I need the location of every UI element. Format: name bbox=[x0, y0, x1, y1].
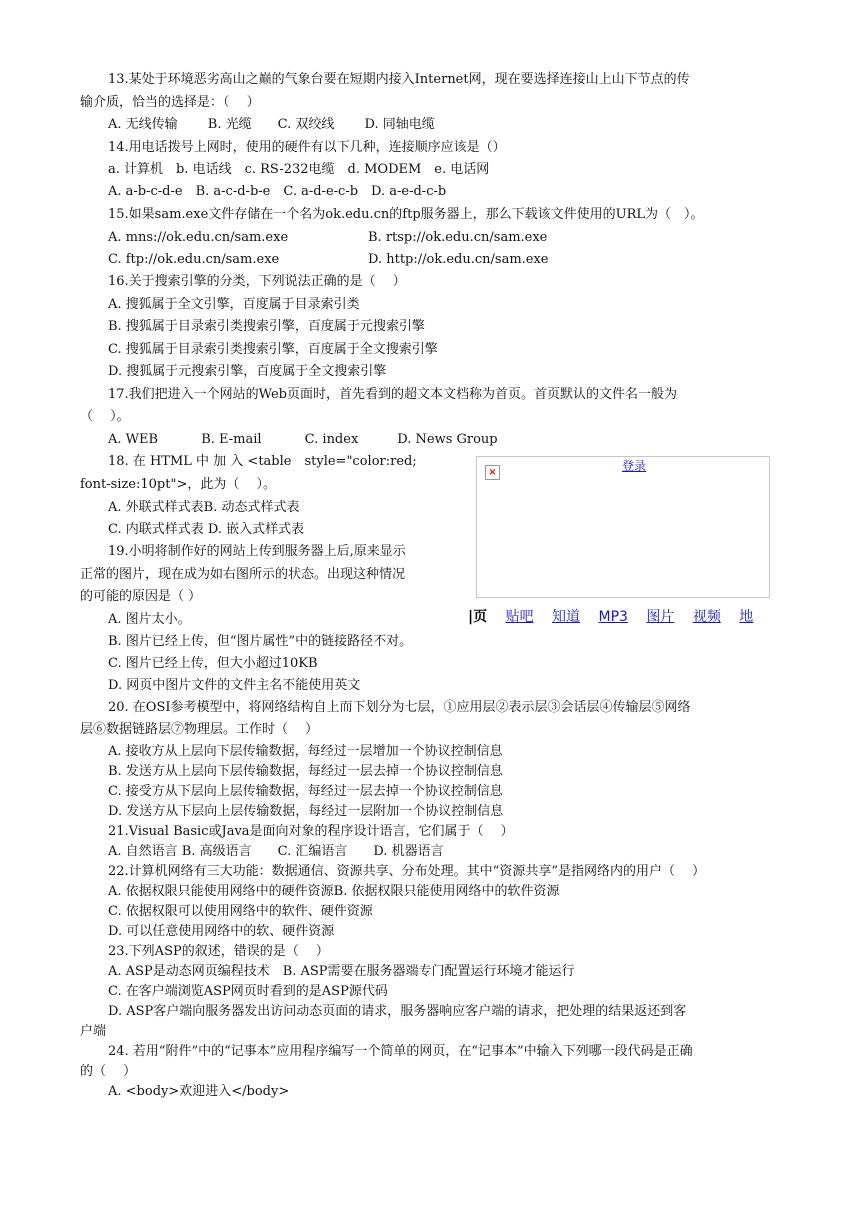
q23-option-d: D. ASP客户端向服务器发出访问动态页面的请求，服务器响应客户端的请求，把处理的结果返还到客 bbox=[108, 1004, 687, 1019]
nav-item-images[interactable]: 图片 bbox=[646, 609, 675, 625]
q14-options: A. a-b-c-d-e B. a-c-d-b-e C. a-d-e-c-b D. a-e-d-c-b bbox=[108, 184, 447, 199]
q13-line-1: 13.某处于环境恶劣高山之巅的气象台要在短期内接入Internet网，现在要选择连接山上山下节点的传 bbox=[108, 72, 690, 87]
q20-option-b: B. 发送方从上层向下层传输数据，每经过一层去掉一个协议控制信息 bbox=[108, 764, 503, 779]
nav-item-tieba[interactable]: 贴吧 bbox=[505, 609, 534, 625]
q16-option-d: D. 搜狐属于元搜索引擎，百度属于全文搜索引擎 bbox=[108, 364, 387, 379]
q18-line-2: font-size:10pt">，此为（ ）。 bbox=[80, 477, 276, 492]
q19-line-1: 19.小明将制作好的网站上传到服务器上后,原来显示 bbox=[108, 544, 406, 559]
q15-line-1: 15.如果sam.exe文件存储在一个名为ok.edu.cn的ftp服务器上，那么下载该文件使用的URL为（ ）。 bbox=[108, 207, 704, 222]
q17-line-2: （ ）。 bbox=[80, 409, 130, 424]
q23-option-c: C. 在客户端浏览ASP网页时看到的是ASP源代码 bbox=[108, 984, 388, 999]
q22-option-ab: A. 依据权限只能使用网络中的硬件资源B. 依据权限只能使用网络中的软件资源 bbox=[108, 884, 560, 899]
q20-option-c: C. 接受方从下层向上层传输数据，每经过一层去掉一个协议控制信息 bbox=[108, 784, 503, 799]
q19-option-a: A. 图片太小。 bbox=[108, 612, 191, 627]
login-link[interactable]: 登录 bbox=[622, 459, 647, 473]
q18-option-ab: A. 外联式样式表B. 动态式样式表 bbox=[108, 500, 300, 515]
q17-options: A. WEB B. E-mail C. index D. News Group bbox=[108, 432, 498, 447]
q19-option-b: B. 图片已经上传，但“图片属性”中的链接路径不对。 bbox=[108, 634, 413, 649]
q22-option-c: C. 依据权限可以使用网络中的软件、硬件资源 bbox=[108, 904, 373, 919]
q20-line-1: 20. 在OSI参考模型中，将网络结构自上而下划分为七层，①应用层②表示层③会话层④传输层⑤网络 bbox=[108, 700, 691, 715]
broken-image-icon: × bbox=[485, 465, 500, 480]
q15-option-c: C. ftp://ok.edu.cn/sam.exe bbox=[108, 252, 280, 267]
q23-option-d-cont: 户端 bbox=[80, 1024, 107, 1039]
q20-option-d: D. 发送方从下层向上层传输数据，每经过一层附加一个协议控制信息 bbox=[108, 804, 504, 819]
q18-line-1: 18. 在 HTML 中 加 入 <table style="color:red; bbox=[108, 454, 417, 469]
q23-line-1: 23.下列ASP的叙述，错误的是（ ） bbox=[108, 944, 329, 959]
q16-line-1: 16.关于搜索引擎的分类，下列说法正确的是（ ） bbox=[108, 274, 406, 289]
q21-options: A. 自然语言 B. 高级语言 C. 汇编语言 D. 机器语言 bbox=[108, 844, 444, 859]
nav-item-mp3[interactable]: MP3 bbox=[598, 609, 628, 625]
q19-line-3: 的可能的原因是（ ） bbox=[80, 589, 202, 604]
q16-option-c: C. 搜狐属于目录索引类搜索引擎，百度属于全文搜索引擎 bbox=[108, 342, 438, 357]
q15-option-b: B. rtsp://ok.edu.cn/sam.exe bbox=[368, 230, 548, 245]
q14-line-2: a. 计算机 b. 电话线 c. RS-232电缆 d. MODEM e. 电话网 bbox=[108, 162, 490, 177]
broken-image-figure bbox=[476, 456, 770, 598]
q19-line-2: 正常的图片，现在成为如右图所示的状态。出现这种情况 bbox=[80, 567, 406, 582]
q17-line-1: 17.我们把进入一个网站的Web页面时，首先看到的超文本文档称为首页。首页默认的文件名一般为 bbox=[108, 387, 677, 402]
q20-option-a: A. 接收方从上层向下层传输数据，每经过一层增加一个协议控制信息 bbox=[108, 744, 503, 759]
nav-item-zhidao[interactable]: 知道 bbox=[552, 609, 581, 625]
q24-line-1: 24. 若用“附件”中的“记事本”应用程序编写一个简单的网页，在“记事本”中输入下列哪一段代码是正确 bbox=[108, 1044, 693, 1059]
q22-option-d: D. 可以任意使用网络中的软、硬件资源 bbox=[108, 924, 335, 939]
q24-option-a: A. <body>欢迎进入</body> bbox=[108, 1084, 290, 1099]
q22-line-1: 22.计算机网络有三大功能：数据通信、资源共享、分布处理。其中“资源共享”是指网络内的用户（ ） bbox=[108, 864, 706, 879]
q18-option-cd: C. 内联式样式表 D. 嵌入式样式表 bbox=[108, 522, 305, 537]
q19-option-d: D. 网页中图片文件的文件主名不能使用英文 bbox=[108, 678, 361, 693]
q14-line-1: 14.用电话拨号上网时，使用的硬件有以下几种，连接顺序应该是（） bbox=[108, 140, 506, 155]
q21-line-1: 21.Visual Basic或Java是面向对象的程序设计语言，它们属于（ ） bbox=[108, 824, 514, 839]
q19-option-c: C. 图片已经上传，但大小超过10KB bbox=[108, 656, 318, 671]
q15-option-d: D. http://ok.edu.cn/sam.exe bbox=[368, 252, 549, 267]
nav-item-map[interactable]: 地 bbox=[739, 609, 754, 625]
q23-option-ab: A. ASP是动态网页编程技术 B. ASP需要在服务器端专门配置运行环境才能运行 bbox=[108, 964, 575, 979]
q16-option-a: A. 搜狐属于全文引擎，百度属于目录索引类 bbox=[108, 297, 360, 312]
q13-line-2: 输介质，恰当的选择是：（ ） bbox=[80, 95, 260, 110]
q20-line-2: 层⑥数据链路层⑦物理层。工作时（ ） bbox=[80, 722, 319, 737]
figure-nav-bar bbox=[468, 606, 780, 628]
q16-option-b: B. 搜狐属于目录索引类搜索引擎，百度属于元搜索引擎 bbox=[108, 319, 425, 334]
q24-line-2: 的（ ） bbox=[80, 1064, 137, 1079]
nav-item-video[interactable]: 视频 bbox=[692, 609, 721, 625]
q13-options: A. 无线传输 B. 光缆 C. 双绞线 D. 同轴电缆 bbox=[108, 117, 435, 132]
nav-item-web[interactable]: |页 bbox=[468, 609, 488, 625]
q15-option-a: A. mns://ok.edu.cn/sam.exe bbox=[108, 230, 289, 245]
